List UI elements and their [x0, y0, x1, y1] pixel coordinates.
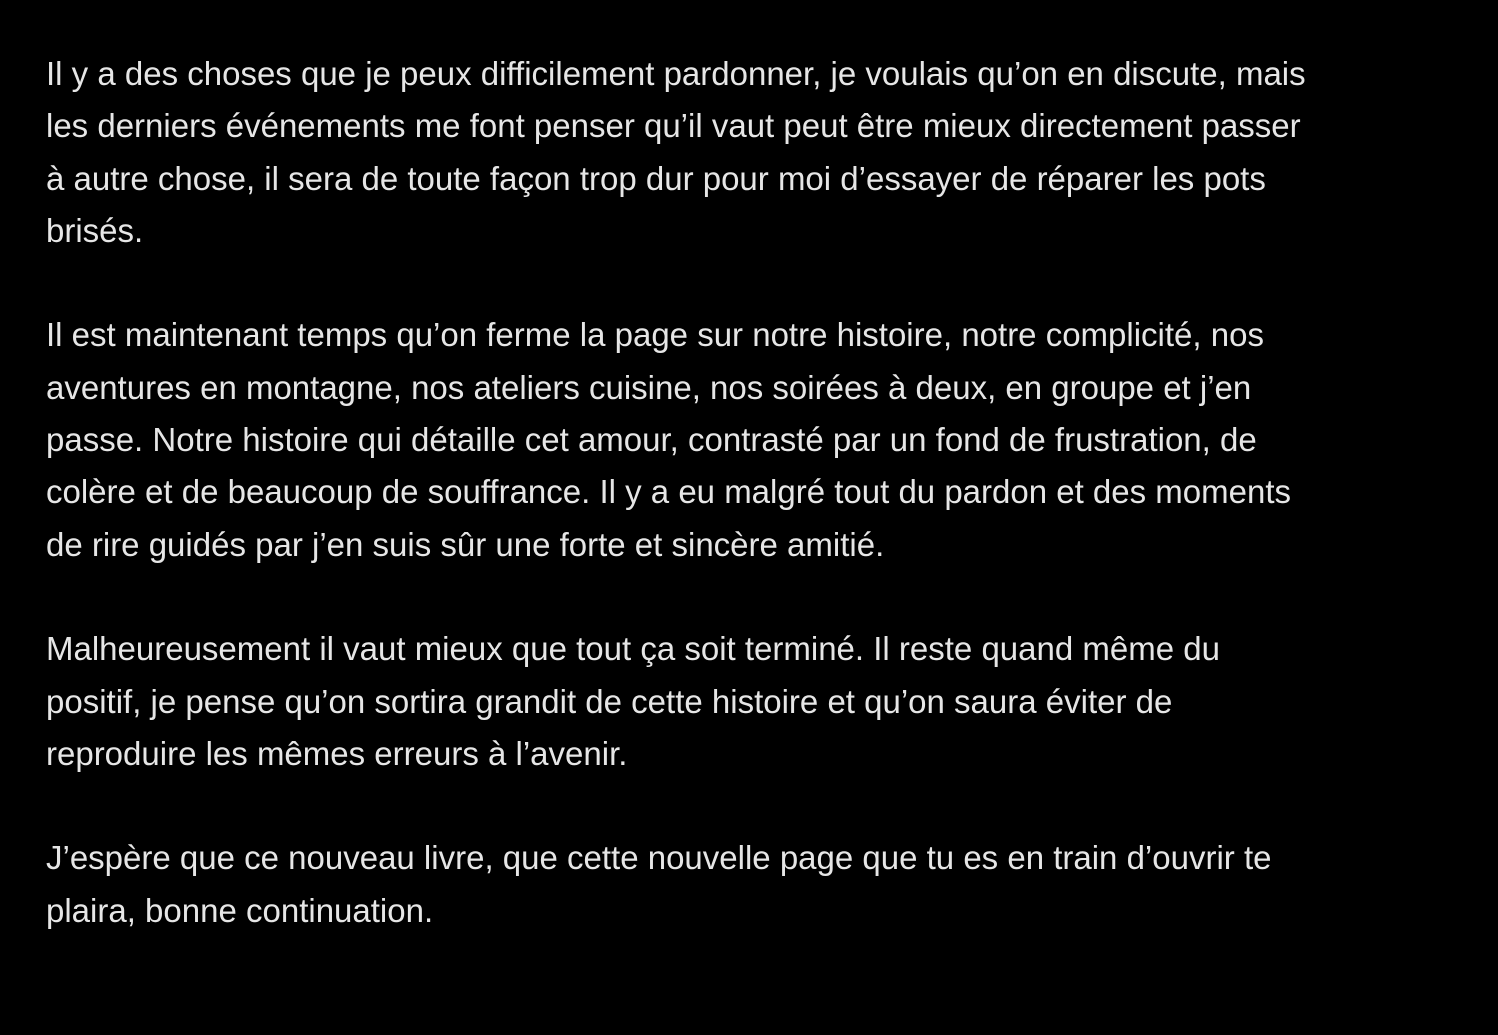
text-line: colère et de beaucoup de souffrance. Il y a eu malgré tout du pardon et des moments	[46, 473, 1292, 511]
text-line: passe. Notre histoire qui détaille cet amour, contrasté par un fond de frustration, de	[46, 421, 1257, 459]
text-line: aventures en montagne, nos ateliers cuisine, nos soirées à deux, en groupe et j’en	[46, 368, 1252, 406]
text-line: Malheureusement il vaut mieux que tout ça soit terminé. Il reste quand même du	[46, 630, 1220, 668]
paragraph-2	[46, 309, 1476, 570]
text-line: positif, je pense qu’on sortira grandit de cette histoire et qu’on saura éviter de	[46, 682, 1173, 720]
text-line: J’espère que ce nouveau livre, que cette nouvelle page que tu es en train d’ouvrir te	[46, 839, 1272, 877]
text-line: les derniers événements me font penser qu’il vaut peut être mieux directement passer	[46, 107, 1301, 145]
text-line: Il est maintenant temps qu’on ferme la page sur notre histoire, notre complicité, nos	[46, 316, 1264, 354]
text-line: reproduire les mêmes erreurs à l’avenir.	[46, 734, 628, 772]
paragraph-3	[46, 623, 1476, 780]
text-line: à autre chose, il sera de toute façon trop dur pour moi d’essayer de réparer les pots	[46, 159, 1266, 197]
text-line: brisés.	[46, 211, 144, 249]
paragraph-4	[46, 832, 1476, 937]
text-line: plaira, bonne continuation.	[46, 891, 434, 929]
text-line: Il y a des choses que je peux difficilement pardonner, je voulais qu’on en discute, mais	[46, 55, 1306, 92]
text-line: de rire guidés par j’en suis sûr une forte et sincère amitié.	[46, 525, 885, 563]
note-body	[46, 48, 1476, 989]
paragraph-1	[46, 48, 1476, 257]
